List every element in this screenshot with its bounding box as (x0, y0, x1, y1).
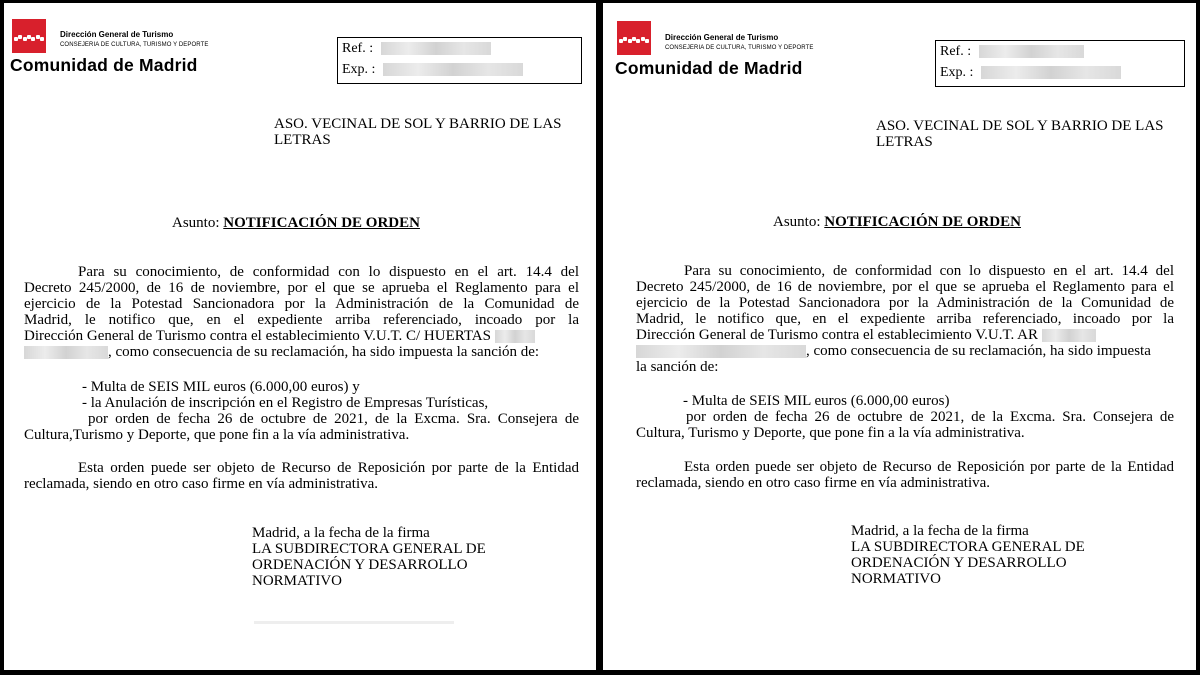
subject-title: NOTIFICACIÓN DE ORDEN (223, 215, 420, 231)
exp-line (940, 65, 1121, 81)
sanctions-list (683, 393, 949, 409)
exp-label: Exp. : (940, 65, 974, 80)
order-line: Cultura, Turismo y Deporte, que pone fin a la vía administrativa. (636, 425, 1025, 441)
redacted-ref (381, 42, 491, 55)
body-paragraph (636, 263, 1174, 375)
reference-box (337, 37, 582, 84)
recipient (876, 118, 1164, 150)
body-line: Madrid, le notifico que, en el expediente arriba referenciado, incoado por la (636, 311, 1174, 327)
document-left (4, 3, 596, 670)
body-line-with-redaction: , como consecuencia de su reclamación, ha sido impuesta (636, 343, 1174, 359)
ref-line (940, 44, 1084, 60)
signature-place-date: Madrid, a la fecha de la firma (252, 525, 430, 541)
document-right (603, 3, 1196, 670)
recipient-line: LETRAS (274, 132, 331, 148)
body-line-with-redaction: Dirección General de Turismo contra el establecimiento V.U.T. AR (636, 327, 1174, 343)
body-line: Madrid, le notifico que, en el expediente arriba referenciado, incoado por la (24, 312, 579, 328)
logo-direccion: Dirección General de Turismo (665, 33, 779, 42)
appeal-line: reclamada, siendo en otro caso firme en vía administrativa. (636, 475, 991, 491)
reference-box (935, 40, 1185, 87)
redacted-address (495, 330, 535, 343)
signature-block (851, 523, 1085, 587)
ref-label: Ref. : (342, 41, 374, 56)
exp-label: Exp. : (342, 62, 376, 77)
stars-icon (14, 35, 44, 41)
signature-line: LA SUBDIRECTORA GENERAL DE (252, 541, 486, 557)
sanction-item: - Multa de SEIS MIL euros (6.000,00 euros) y (82, 379, 360, 395)
body-line-with-redaction: , como consecuencia de su reclamación, ha sido impuesta la sanción de: (24, 344, 579, 360)
stars-icon (619, 37, 649, 43)
logo-brand: Comunidad de Madrid (10, 55, 198, 75)
recipient-line: ASO. VECINAL DE SOL Y BARRIO DE LAS (274, 116, 562, 132)
subject-prefix: Asunto: (172, 215, 220, 231)
subject-title: NOTIFICACIÓN DE ORDEN (824, 214, 1021, 230)
subject (773, 214, 1021, 230)
order-line: por orden de fecha 26 de octubre de 2021, de la Excma. Sra. Consejera de (88, 411, 579, 427)
signature-line: ORDENACIÓN Y DESARROLLO (851, 555, 1067, 571)
signature-block (252, 525, 486, 589)
signature-line: LA SUBDIRECTORA GENERAL DE (851, 539, 1085, 555)
logo-consejeria: CONSEJERIA DE CULTURA, TURISMO Y DEPORTE (60, 42, 209, 48)
exp-line (342, 62, 523, 78)
sanctions-list (82, 379, 488, 411)
body-line: Decreto 245/2000, de 16 de noviembre, por el que se aprueba el Reglamento para el (636, 279, 1174, 295)
order-paragraph (24, 411, 579, 443)
signature-line: ORDENACIÓN Y DESARROLLO (252, 557, 468, 573)
logo-brand: Comunidad de Madrid (615, 58, 803, 78)
body-line: ejercicio de la Potestad Sancionadora por la Administración de la Comunidad de (636, 295, 1174, 311)
body-line: Decreto 245/2000, de 16 de noviembre, por el que se aprueba el Reglamento para el (24, 280, 579, 296)
body-line: Para su conocimiento, de conformidad con lo dispuesto en el art. 14.4 del (684, 263, 1174, 279)
redacted-exp (981, 66, 1121, 79)
appeal-line: Esta orden puede ser objeto de Recurso de Reposición por parte de la Entidad (684, 459, 1174, 475)
body-line: Para su conocimiento, de conformidad con lo dispuesto en el art. 14.4 del (78, 264, 579, 280)
redacted-address (24, 346, 108, 359)
redacted-exp (383, 63, 523, 76)
body-line-with-redaction: Dirección General de Turismo contra el establecimiento V.U.T. C/ HUERTAS (24, 328, 579, 344)
madrid-flag-logo (12, 19, 46, 53)
appeal-line: reclamada, siendo en otro caso firme en vía administrativa. (24, 476, 379, 492)
appeal-paragraph (24, 460, 579, 492)
ref-line (342, 41, 491, 57)
subject-prefix: Asunto: (773, 214, 821, 230)
signature-line: NORMATIVO (851, 571, 941, 587)
redacted-ref (979, 45, 1084, 58)
madrid-flag-logo (617, 21, 651, 55)
redacted-address (636, 345, 806, 358)
body-paragraph (24, 264, 579, 360)
order-line: por orden de fecha 26 de octubre de 2021, de la Excma. Sra. Consejera de (686, 409, 1174, 425)
order-line: Cultura,Turismo y Deporte, que pone fin a la vía administrativa. (24, 427, 410, 443)
logo-direccion: Dirección General de Turismo (60, 30, 174, 39)
faint-mark (254, 621, 454, 624)
recipient-line: LETRAS (876, 134, 933, 150)
signature-line: NORMATIVO (252, 573, 342, 589)
body-line: la sanción de: (636, 359, 719, 375)
sanction-item: - la Anulación de inscripción en el Registro de Empresas Turísticas, (82, 395, 489, 411)
ref-label: Ref. : (940, 44, 972, 59)
body-line: ejercicio de la Potestad Sancionadora por la Administración de la Comunidad de (24, 296, 579, 312)
signature-place-date: Madrid, a la fecha de la firma (851, 523, 1029, 539)
order-paragraph (636, 409, 1174, 441)
logo-consejeria: CONSEJERIA DE CULTURA, TURISMO Y DEPORTE (665, 45, 814, 51)
sanction-item: - Multa de SEIS MIL euros (6.000,00 euros) (683, 393, 950, 409)
redacted-address (1042, 329, 1096, 342)
subject (172, 215, 420, 231)
recipient-line: ASO. VECINAL DE SOL Y BARRIO DE LAS (876, 118, 1164, 134)
appeal-line: Esta orden puede ser objeto de Recurso de Reposición por parte de la Entidad (78, 460, 579, 476)
recipient (274, 116, 562, 148)
appeal-paragraph (636, 459, 1174, 491)
